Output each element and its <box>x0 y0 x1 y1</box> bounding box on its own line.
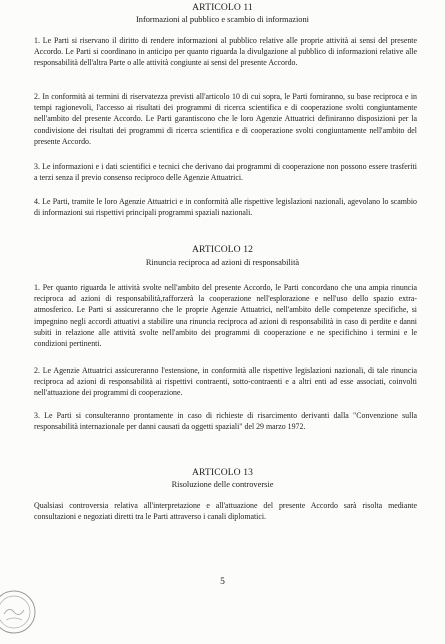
article-12-subtitle: Rinuncia reciproca ad azioni di responsabilità <box>145 258 300 267</box>
article-13-title: ARTICOLO 13 <box>191 467 253 478</box>
article-11-paragraph-4: 4. Le Parti, tramite le loro Agenzie Attuatrici e in conformità alle rispettive legislazioni nazionali, agevolano lo scambio di informazioni sui rispettivi principali programmi spaziali nazionali. <box>34 197 417 218</box>
article-12-title: ARTICOLO 12 <box>191 244 253 255</box>
article-11-subtitle: Informazioni al pubblico e scambio di informazioni <box>135 15 310 24</box>
article-11-paragraph-1: 1. Le Parti si riservano il diritto di rendere informazioni al pubblico relative alle proprie attività ai sensi del presente Accordo. Le Parti si coordinano in anticipo per quanto riguarda la divulgazione al pubblico di informazioni relative alle responsabilità dell'altra Parte o alle attività congiunte ai sensi del presente Accordo. <box>34 36 417 68</box>
article-11-paragraph-3: 3. Le informazioni e i dati scientifici e tecnici che derivano dai programmi di cooperazione non possono essere trasferiti a terzi senza il previo consenso reciproco delle Agenzie Attuatrici. <box>34 162 417 183</box>
article-12-paragraph-1: 1. Per quanto riguarda le attività svolte nell'ambito del presente Accordo, le Parti concordano che una ampia rinuncia reciproca ad azioni di responsabilità,rafforzerà la cooperazione nell'esplorazione e nell'uso dello spazio extra-atmosferico. Le Parti si assicureranno che le proprie Agenzie Attuatrici, nell'ambito delle competenze specifiche, si impegnino negli accordi attuativi a stabilire una rinuncia reciproca ad azioni di responsabilità in caso di perdite e danni subiti in relazione alle attività svolte nell'ambito dei programmi di cooperazione e ne specifichino i termini e le condizioni pertinenti. <box>34 283 417 349</box>
article-13-paragraph-1: Qualsiasi controversia relativa all'interpretazione e all'attuazione del presente Accordo sarà risolta mediante consultazioni e negoziati diretti tra le Parti attraverso i canali diplomatici. <box>34 501 417 522</box>
official-seal-icon <box>0 588 38 636</box>
article-12-paragraph-3: 3. Le Parti si consulteranno prontamente in caso di richieste di risarcimento derivanti dalla "Convenzione sulla responsabilità internazionale per danni causati da oggetti spaziali" del 29 marzo 1972. <box>34 411 417 432</box>
article-12-paragraph-2: 2. Le Agenzie Attuatrici assicureranno l'estensione, in conformità alle rispettive legislazioni nazionali, di tale rinuncia reciproca ad azioni di responsabilità ai rispettivi contraenti, sotto-contraenti e a altri enti ad esse associati, coinvolti nell'attuazione dei programmi di cooperazione. <box>34 366 417 398</box>
article-13-subtitle: Risoluzione delle controversie <box>171 480 274 489</box>
article-11-paragraph-2: 2. In conformità ai termini di riservatezza previsti all'articolo 10 di cui sopra, le Parti forniranno, su base reciproca e in tempi ragionevoli, l'accesso ai risultati dei programmi di ricerca scientifica e di cooperazione svolti congiuntamente nell'ambito del presente Accordo. Le Parti garantiscono che le loro Agenzie Attuatrici definiranno disposizioni per la condivisione dei risultati dei programmi di ricerca scientifica e di cooperazione svolti congiuntamente nell'ambito del presente Accordo. <box>34 92 417 146</box>
page-number: 5 <box>220 577 225 587</box>
article-11-title: ARTICOLO 11 <box>192 2 253 13</box>
